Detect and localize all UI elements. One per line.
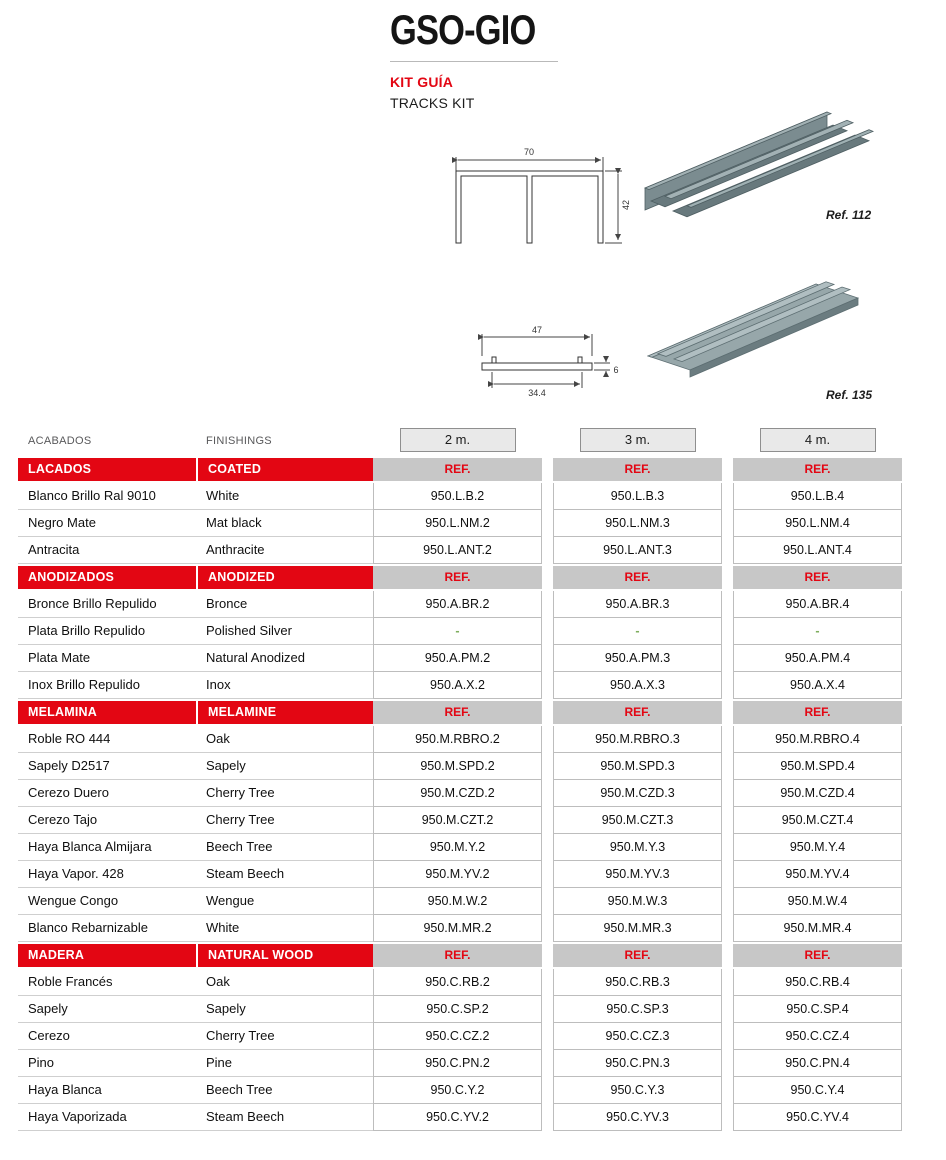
- ref-code: 950.L.NM.2: [373, 510, 542, 537]
- ref-code: 950.C.YV.2: [373, 1104, 542, 1131]
- finish-row: [18, 753, 918, 780]
- ref-code: 950.A.X.2: [373, 672, 542, 699]
- ref-column-header: REF.: [373, 701, 542, 724]
- ref-code: 950.C.PN.3: [553, 1050, 722, 1077]
- finish-name-en: Steam Beech: [196, 1104, 373, 1131]
- ref-code: 950.M.SPD.2: [373, 753, 542, 780]
- ref-code: 950.C.SP.3: [553, 996, 722, 1023]
- section-name-es: LACADOS: [18, 458, 196, 481]
- section-header-row: [18, 456, 918, 483]
- ref-code: 950.L.NM.4: [733, 510, 902, 537]
- size-header-3m: 3 m.: [580, 428, 696, 452]
- section-name-es: MADERA: [18, 944, 196, 967]
- finish-name-en: Anthracite: [196, 537, 373, 564]
- dim-width-70: 70: [523, 147, 535, 157]
- table-header-row: [18, 420, 918, 452]
- ref-code: 950.L.B.4: [733, 483, 902, 510]
- finish-name-en: White: [196, 483, 373, 510]
- finish-name-es: Blanco Brillo Ral 9010: [18, 483, 196, 510]
- finish-name-es: Cerezo Duero: [18, 780, 196, 807]
- page-title: GSO-GIO: [390, 6, 536, 53]
- ref-code: 950.M.CZD.3: [553, 780, 722, 807]
- finish-row: [18, 483, 918, 510]
- finish-name-en: Cherry Tree: [196, 1023, 373, 1050]
- ref-code: 950.A.BR.4: [733, 591, 902, 618]
- finish-row: [18, 780, 918, 807]
- ref-code: 950.C.Y.3: [553, 1077, 722, 1104]
- finish-name-es: Roble Francés: [18, 969, 196, 996]
- ref-column-header: REF.: [553, 944, 722, 967]
- ref-column-header: REF.: [373, 566, 542, 589]
- finish-name-en: Polished Silver: [196, 618, 373, 645]
- ref-code: 950.M.W.2: [373, 888, 542, 915]
- finish-name-en: Natural Anodized: [196, 645, 373, 672]
- ref-code: 950.M.RBRO.2: [373, 726, 542, 753]
- section-header-row: [18, 699, 918, 726]
- guide-profile-drawing-135: [452, 322, 627, 412]
- finish-name-es: Haya Vaporizada: [18, 1104, 196, 1131]
- profile-112-svg: [438, 143, 633, 258]
- ref-code: 950.C.PN.2: [373, 1050, 542, 1077]
- ref-code: -: [553, 618, 722, 645]
- ref-code: 950.M.CZT.3: [553, 807, 722, 834]
- ref-code: 950.C.CZ.4: [733, 1023, 902, 1050]
- finish-name-en: Steam Beech: [196, 861, 373, 888]
- finish-name-es: Roble RO 444: [18, 726, 196, 753]
- finish-name-es: Inox Brillo Repulido: [18, 672, 196, 699]
- finish-row: [18, 618, 918, 645]
- ref-code: 950.A.BR.2: [373, 591, 542, 618]
- finish-row: [18, 1050, 918, 1077]
- finish-name-es: Bronce Brillo Repulido: [18, 591, 196, 618]
- finish-name-es: Cerezo Tajo: [18, 807, 196, 834]
- ref-code: 950.M.Y.2: [373, 834, 542, 861]
- ref-code: 950.M.YV.3: [553, 861, 722, 888]
- guide-render-135: [640, 258, 870, 398]
- finish-name-es: Wengue Congo: [18, 888, 196, 915]
- render-135-svg: [640, 258, 870, 398]
- section-header-row: [18, 942, 918, 969]
- finish-name-en: Oak: [196, 726, 373, 753]
- finish-name-es: Sapely: [18, 996, 196, 1023]
- ref-code: 950.L.B.3: [553, 483, 722, 510]
- ref-code: 950.A.PM.3: [553, 645, 722, 672]
- finish-name-en: Sapely: [196, 753, 373, 780]
- finish-name-es: Antracita: [18, 537, 196, 564]
- ref-code: 950.L.ANT.4: [733, 537, 902, 564]
- finish-name-en: Pine: [196, 1050, 373, 1077]
- ref-column-header: REF.: [553, 566, 722, 589]
- finish-row: [18, 861, 918, 888]
- finish-name-es: Plata Brillo Repulido: [18, 618, 196, 645]
- finish-name-es: Pino: [18, 1050, 196, 1077]
- ref-label-135: Ref. 135: [826, 388, 873, 402]
- col-header-acabados: ACABADOS: [28, 435, 92, 447]
- section-header-row: [18, 564, 918, 591]
- finish-name-en: Inox: [196, 672, 373, 699]
- finish-name-es: Blanco Rebarnizable: [18, 915, 196, 942]
- size-column-2m: [373, 428, 542, 452]
- section-name-en: NATURAL WOOD: [196, 944, 373, 967]
- ref-column-header: REF.: [553, 458, 722, 481]
- subtitle-english: TRACKS KIT: [390, 95, 475, 111]
- ref-code: 950.M.CZD.4: [733, 780, 902, 807]
- finish-row: [18, 996, 918, 1023]
- ref-code: 950.C.CZ.2: [373, 1023, 542, 1050]
- finish-name-es: Cerezo: [18, 1023, 196, 1050]
- finish-row: [18, 510, 918, 537]
- section-name-en: MELAMINE: [196, 701, 373, 724]
- finish-name-en: Oak: [196, 969, 373, 996]
- finish-name-es: Plata Mate: [18, 645, 196, 672]
- finish-row: [18, 672, 918, 699]
- ref-column-header: REF.: [733, 944, 902, 967]
- finish-row: [18, 645, 918, 672]
- finish-name-es: Negro Mate: [18, 510, 196, 537]
- finish-row: [18, 726, 918, 753]
- ref-code: 950.C.Y.2: [373, 1077, 542, 1104]
- ref-column-header: REF.: [733, 566, 902, 589]
- section-name-es: MELAMINA: [18, 701, 196, 724]
- section-name-en: COATED: [196, 458, 373, 481]
- col-header-finishings: FINISHINGS: [206, 435, 272, 447]
- ref-column-header: REF.: [373, 458, 542, 481]
- finish-row: [18, 969, 918, 996]
- finishes-table-body: [18, 456, 918, 1131]
- ref-code: 950.M.SPD.4: [733, 753, 902, 780]
- finishes-table: [18, 420, 918, 1131]
- ref-code: 950.A.PM.2: [373, 645, 542, 672]
- ref-code: 950.C.PN.4: [733, 1050, 902, 1077]
- ref-code: 950.C.SP.2: [373, 996, 542, 1023]
- finish-name-es: Haya Vapor. 428: [18, 861, 196, 888]
- ref-code: 950.M.Y.4: [733, 834, 902, 861]
- ref-code: 950.C.YV.3: [553, 1104, 722, 1131]
- ref-code: 950.M.Y.3: [553, 834, 722, 861]
- ref-code: 950.A.X.3: [553, 672, 722, 699]
- ref-code: 950.M.SPD.3: [553, 753, 722, 780]
- subtitle-spanish: KIT GUÍA: [390, 74, 454, 90]
- finish-name-es: Sapely D2517: [18, 753, 196, 780]
- ref-code: 950.M.MR.3: [553, 915, 722, 942]
- ref-code: 950.C.RB.2: [373, 969, 542, 996]
- dim-height-42: 42: [621, 199, 631, 211]
- finish-name-en: Cherry Tree: [196, 780, 373, 807]
- size-column-3m: [553, 428, 722, 452]
- size-column-4m: [733, 428, 902, 452]
- ref-code: -: [733, 618, 902, 645]
- finish-name-en: Sapely: [196, 996, 373, 1023]
- ref-code: 950.M.YV.4: [733, 861, 902, 888]
- finish-row: [18, 1077, 918, 1104]
- finish-row: [18, 915, 918, 942]
- ref-column-header: REF.: [733, 458, 902, 481]
- finish-row: [18, 834, 918, 861]
- ref-code: 950.C.RB.4: [733, 969, 902, 996]
- finish-name-es: Haya Blanca: [18, 1077, 196, 1104]
- finish-name-en: Mat black: [196, 510, 373, 537]
- finish-name-en: Beech Tree: [196, 1077, 373, 1104]
- finish-name-en: White: [196, 915, 373, 942]
- ref-code: 950.M.CZT.4: [733, 807, 902, 834]
- ref-column-header: REF.: [373, 944, 542, 967]
- ref-code: 950.A.X.4: [733, 672, 902, 699]
- dim-top-47: 47: [531, 325, 543, 335]
- ref-code: 950.A.BR.3: [553, 591, 722, 618]
- finish-row: [18, 591, 918, 618]
- finish-name-en: Cherry Tree: [196, 807, 373, 834]
- section-name-es: ANODIZADOS: [18, 566, 196, 589]
- ref-code: 950.L.ANT.2: [373, 537, 542, 564]
- finish-name-en: Beech Tree: [196, 834, 373, 861]
- ref-code: 950.C.CZ.3: [553, 1023, 722, 1050]
- size-header-4m: 4 m.: [760, 428, 876, 452]
- ref-code: 950.C.SP.4: [733, 996, 902, 1023]
- ref-code: 950.L.B.2: [373, 483, 542, 510]
- ref-column-header: REF.: [733, 701, 902, 724]
- ref-code: 950.L.ANT.3: [553, 537, 722, 564]
- ref-code: 950.M.RBRO.3: [553, 726, 722, 753]
- ref-code: 950.L.NM.3: [553, 510, 722, 537]
- finish-row: [18, 888, 918, 915]
- ref-code: 950.M.CZD.2: [373, 780, 542, 807]
- ref-code: 950.M.MR.4: [733, 915, 902, 942]
- ref-code: -: [373, 618, 542, 645]
- finish-name-en: Wengue: [196, 888, 373, 915]
- ref-code: 950.M.RBRO.4: [733, 726, 902, 753]
- ref-code: 950.M.W.4: [733, 888, 902, 915]
- ref-code: 950.M.W.3: [553, 888, 722, 915]
- ref-code: 950.M.CZT.2: [373, 807, 542, 834]
- ref-label-112: Ref. 112: [826, 208, 872, 222]
- finish-name-es: Haya Blanca Almijara: [18, 834, 196, 861]
- dim-height-6: 6: [613, 365, 619, 375]
- finish-row: [18, 807, 918, 834]
- section-name-en: ANODIZED: [196, 566, 373, 589]
- ref-code: 950.C.YV.4: [733, 1104, 902, 1131]
- title-divider: [390, 61, 558, 62]
- finish-name-en: Bronce: [196, 591, 373, 618]
- title-block: [390, 6, 567, 111]
- ref-code: 950.A.PM.4: [733, 645, 902, 672]
- ref-code: 950.C.Y.4: [733, 1077, 902, 1104]
- track-profile-drawing-112: [438, 143, 633, 258]
- ref-code: 950.M.YV.2: [373, 861, 542, 888]
- size-header-2m: 2 m.: [400, 428, 516, 452]
- finish-row: [18, 1104, 918, 1131]
- finish-row: [18, 1023, 918, 1050]
- ref-code: 950.C.RB.3: [553, 969, 722, 996]
- ref-code: 950.M.MR.2: [373, 915, 542, 942]
- profile-135-svg: [452, 322, 627, 412]
- ref-column-header: REF.: [553, 701, 722, 724]
- dim-bottom-34-4: 34.4: [528, 388, 546, 398]
- finish-row: [18, 537, 918, 564]
